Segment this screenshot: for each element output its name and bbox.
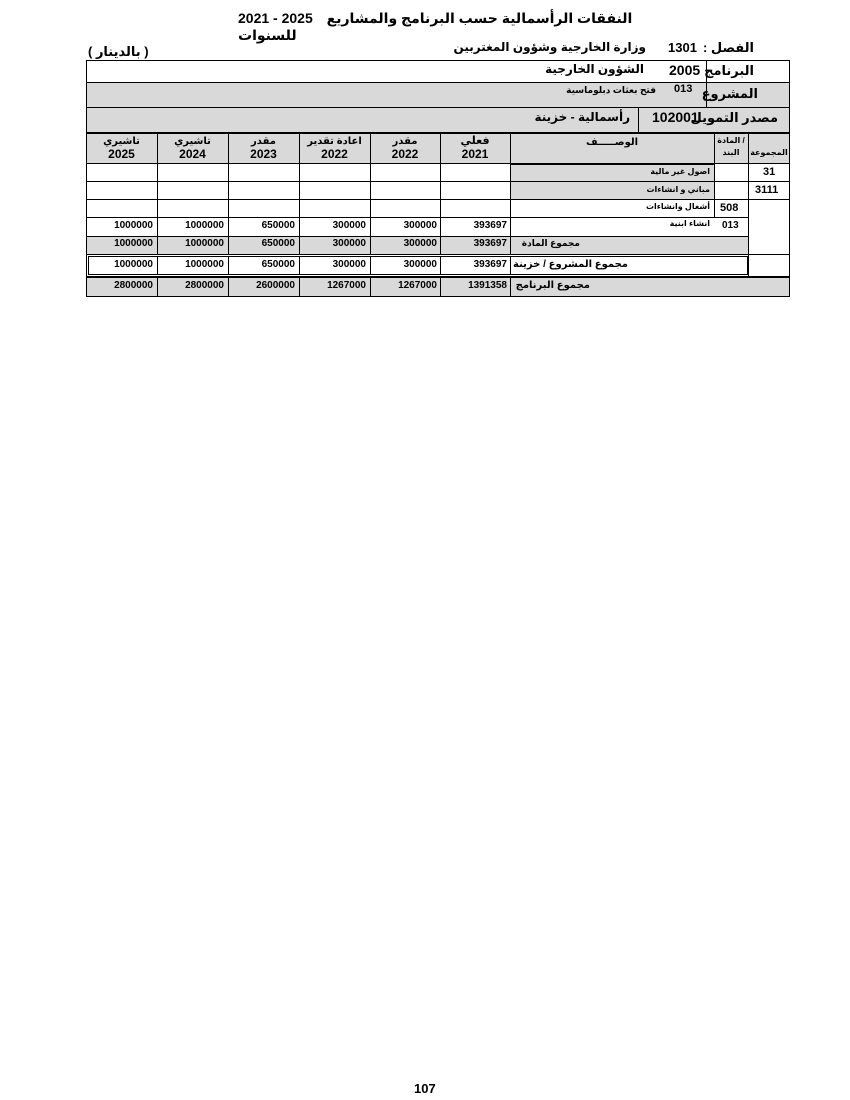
row-013-2022e: 300000	[403, 220, 437, 231]
row-31-desc: اصول غير مالية	[650, 167, 710, 176]
program-total-2025: 2800000	[114, 280, 153, 291]
row-3111-code: 3111	[755, 184, 779, 196]
program-total-2023: 2600000	[256, 280, 295, 291]
row-508-code: 508	[720, 202, 739, 214]
funding-label: مصدر التمويل	[690, 110, 778, 125]
header-2024: تاشيري 2024	[174, 136, 211, 161]
year-range: 2021 - 2025	[238, 10, 313, 26]
row-31-code: 31	[763, 166, 776, 178]
item-total-2022e: 300000	[403, 238, 437, 249]
project-total-2021: 393697	[473, 259, 507, 270]
header-group: المجموعة	[750, 148, 788, 157]
row-3111-desc: مباني و انشاءات	[646, 185, 710, 194]
report-title	[238, 10, 638, 44]
program-total-2021: 1391358	[468, 280, 507, 291]
title-text: النفقات الرأسمالية حسب البرنامج والمشاريع للسنوات	[238, 10, 633, 43]
row-013-2021: 393697	[473, 220, 507, 231]
row-013-desc: انشاء ابنية	[669, 219, 710, 228]
program-name: الشؤون الخارجية	[545, 62, 644, 76]
program-total-2022e: 1267000	[398, 280, 437, 291]
program-total-2022r: 1267000	[327, 280, 366, 291]
header-2021: فعلي 2021	[460, 135, 490, 161]
currency-note: ( بالدينار )	[88, 44, 149, 59]
project-name: فتح بعثات دبلوماسية	[566, 85, 656, 95]
chapter-code: 1301	[668, 40, 697, 55]
header-item: المادة / البند	[717, 136, 745, 157]
header-2023: مقدر 2023	[250, 136, 277, 161]
program-total-label: مجموع البرنامج	[515, 280, 590, 291]
header-2022-revised: اعادة تقدير 2022	[307, 136, 362, 161]
program-code: 2005	[669, 62, 701, 78]
project-label: المشروع	[701, 86, 758, 101]
header-description: الوصـــــف	[585, 137, 639, 148]
item-total-label: مجموع المادة	[521, 238, 580, 248]
program-label: البرنامج	[704, 63, 754, 78]
project-total-2024: 1000000	[185, 259, 224, 270]
item-total-2022r: 300000	[332, 238, 366, 249]
row-013-2025: 1000000	[114, 220, 153, 231]
item-total-2021: 393697	[473, 238, 507, 249]
page-number: 107	[414, 1081, 436, 1096]
row-508-desc: أشغال وانشاءات	[645, 202, 710, 211]
header-2025: تاشيري 2025	[103, 136, 140, 161]
project-total-2023: 650000	[261, 259, 295, 270]
row-013-2024: 1000000	[185, 220, 224, 231]
program-total-2024: 2800000	[185, 280, 224, 291]
row-013-2022r: 300000	[332, 220, 366, 231]
project-total-2022e: 300000	[403, 259, 437, 270]
ministry-name: وزارة الخارجية وشؤون المغتربين	[453, 40, 646, 54]
item-total-2024: 1000000	[185, 238, 224, 249]
project-code: 013	[674, 83, 693, 95]
project-total-2025: 1000000	[114, 259, 153, 270]
funding-name: رأسمالية - خزينة	[534, 110, 630, 124]
row-013-code: 013	[722, 220, 739, 231]
chapter-label: الفصل :	[702, 40, 754, 55]
item-total-2023: 650000	[261, 238, 295, 249]
funding-code: 102001	[652, 109, 699, 125]
project-total-2022r: 300000	[332, 259, 366, 270]
row-013-2023: 650000	[261, 220, 295, 231]
header-2022-estimate: مقدر 2022	[391, 136, 419, 161]
item-total-2025: 1000000	[114, 238, 153, 249]
project-total-label: مجموع المشروع / خزينة	[513, 259, 628, 270]
